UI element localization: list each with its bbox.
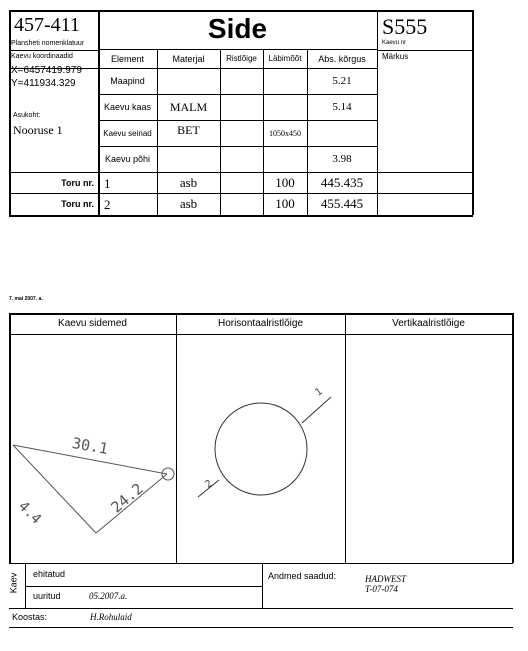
pipe-label-1: 1 [313,386,325,399]
panel-title-connections: Kaevu sidemed [58,318,127,329]
row-element: Kaevu seinad [103,128,152,138]
data-from-value-1: HADWEST [365,574,406,584]
col-header-material: Materjal [172,53,205,64]
measure-left: 4.4 [15,498,45,528]
nomenclature-label: Plansheti nomenklatuur [11,40,85,47]
pipe-label: Toru nr. [61,199,94,209]
col-header-element: Element [110,53,145,64]
row-elevation: 3.98 [332,153,352,165]
row-element: Kaevu põhi [104,154,151,164]
pipe-elevation: 445.435 [320,174,364,190]
pipe-material: asb [179,174,198,190]
well-id-label: Kaevu nr [382,40,407,46]
remarks-label: Märkus [382,52,409,61]
col-header-diameter: Läbimõõt [268,54,302,63]
coords-label: Kaevu koordinaadid [11,53,73,60]
pipe-label: Toru nr. [61,177,94,188]
well-id: S555 [382,14,428,39]
well-cross-section-circle [215,403,307,495]
x-coordinate: X=6457419.979 [11,65,82,76]
pipe-number: 1 [104,176,111,191]
panel-title-horizontal: Horisontaalristlõige [217,318,304,329]
date-stamp: 7. mai 2007. a. [9,296,43,302]
panel-title-vertical: Vertikaalristlõige [392,318,465,329]
side-label: Kaev [8,572,19,594]
pipe-label-2: 2 [203,478,215,491]
row-elevation: 5.14 [332,101,352,113]
row-element: Kaevu kaas [103,102,152,112]
built-label: ehitatud [33,569,66,579]
measure-top: 30.1 [70,434,110,458]
pipe-diameter: 100 [275,196,295,211]
row-material: MALM [169,99,208,114]
col-header-cross-section: Ristlõige [226,54,257,63]
row-material: BET [177,122,200,137]
location-label: Asukoht: [13,112,41,119]
pipe-diameter: 100 [275,174,295,190]
pipe-line-1 [302,397,331,423]
row-diameter: 1050x450 [269,128,301,138]
pipe-number: 2 [104,197,111,212]
surveyed-value: 05.2007.a. [89,591,128,601]
row-element: Maapind [110,76,145,86]
compiled-value: H.Rohulaid [90,612,132,622]
measure-right: 24.2 [107,479,147,517]
surveyed-label: uuritud [33,591,61,601]
location-value: Nooruse 1 [13,123,63,137]
nomenclature-value: 457-411 [14,14,80,36]
data-from-label: Andmed saadud: [268,571,337,581]
row-elevation: 5.21 [332,75,352,87]
y-coordinate: Y=411934.329 [11,78,76,89]
pipe-elevation: 455.445 [320,196,364,211]
compiled-label: Koostas: [12,612,48,622]
col-header-elevation: Abs. kõrgus [318,53,366,64]
pipe-material: asb [179,196,198,211]
page-title: Side [207,13,268,44]
data-from-value-2: T-07-074 [365,584,398,594]
